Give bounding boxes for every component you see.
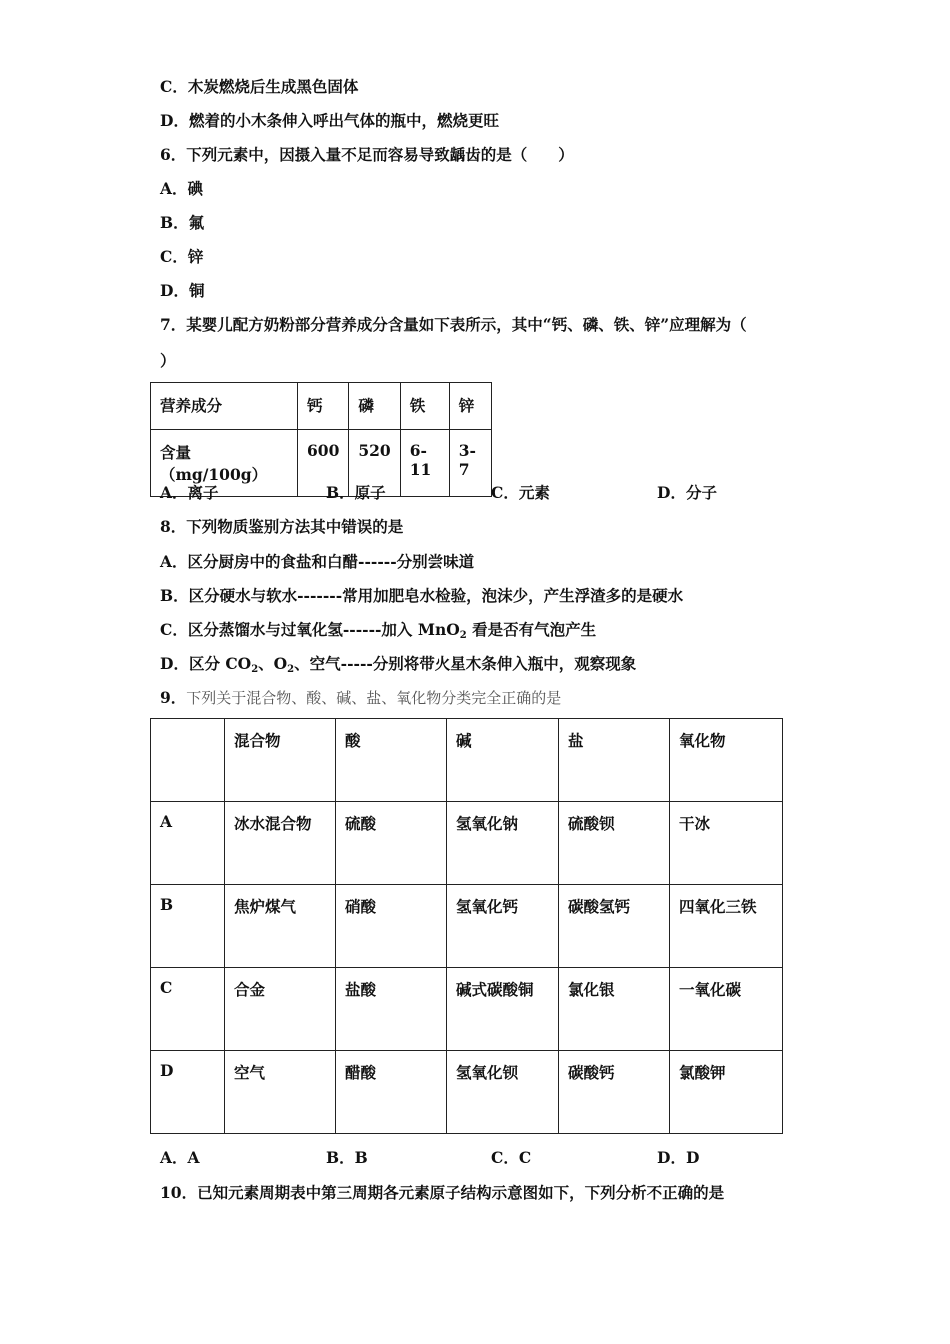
table-cell: 干冰 [670,802,783,885]
table-cell: 盐酸 [336,968,447,1051]
table-cell: 硫酸钡 [559,802,670,885]
q8-option-b: B．区分硬水与软水-------常用加肥皂水检验，泡沫少，产生浮渣多的是硬水 [160,586,684,605]
table-cell: 碱式碳酸铜 [447,968,559,1051]
table-cell: A [151,802,225,885]
q6-option-b: B．氟 [160,213,205,232]
q5-option-d: D．燃着的小木条伸入呼出气体的瓶中，燃烧更旺 [160,111,499,130]
table-cell: 6-11 [400,430,449,497]
classification-table [150,718,783,1134]
table-cell: 氢氧化钙 [447,885,559,968]
table-cell: 520 [349,430,400,497]
q7-stem: 7．某婴儿配方奶粉部分营养成分含量如下表所示，其中“钙、磷、铁、锌”应理解为（ [160,315,747,334]
table-cell: 氢氧化钡 [447,1051,559,1134]
table-row [151,1051,783,1134]
q8-option-c-text-end: 看是否有气泡产生 [466,620,597,639]
q8-stem: 8．下列物质鉴别方法其中错误的是 [160,517,404,536]
q9-stem [160,688,561,708]
q7-option-d: D．分子 [657,483,717,502]
table-cell: 醋酸 [336,1051,447,1134]
table-cell: 营养成分 [151,383,298,430]
q8-option-d [160,654,636,674]
table-cell: 锌 [449,383,491,430]
nutrition-table [150,382,492,497]
table-cell: 氯酸钾 [670,1051,783,1134]
table-cell: 氯化银 [559,968,670,1051]
table-cell: 磷 [349,383,400,430]
table-cell: 空气 [225,1051,336,1134]
table-cell: 碳酸氢钙 [559,885,670,968]
q9-stem-text: 下列关于混合物、酸、碱、盐、氧化物分类完全正确的是 [186,689,562,707]
subscript: 2 [251,664,259,675]
table-cell: 600 [298,430,349,497]
table-cell: 碳酸钙 [559,1051,670,1134]
table-cell: C [151,968,225,1051]
table-cell: 一氧化碳 [670,968,783,1051]
table-cell: 硝酸 [336,885,447,968]
table-cell: 3-7 [449,430,491,497]
subscript: 2 [459,630,467,641]
table-cell: 四氧化三铁 [670,885,783,968]
q7-option-a: A．离子 [160,483,219,502]
table-row [151,885,783,968]
q10-stem: 10．已知元素周期表中第三周期各元素原子结构示意图如下，下列分析不正确的是 [160,1183,725,1202]
table-cell: 氢氧化钠 [447,802,559,885]
table-cell: 碱 [447,719,559,802]
q8-option-c-text: C．区分蒸馏水与过氧化氢------加入 MnO [160,620,460,639]
table-cell: 铁 [400,383,449,430]
table-cell: 盐 [559,719,670,802]
table-cell: 氧化物 [670,719,783,802]
subscript: 2 [287,664,295,675]
table-cell: D [151,1051,225,1134]
q8-option-a: A．区分厨房中的食盐和白醋------分别尝味道 [160,552,475,571]
table-row [151,968,783,1051]
table-cell: B [151,885,225,968]
table-cell: 混合物 [225,719,336,802]
q7-option-c: C．元素 [491,483,550,502]
q6-stem: 6．下列元素中，因摄入量不足而容易导致龋齿的是（ ） [160,145,574,164]
table-cell: 含量（mg/100g） [151,430,298,497]
q8-option-d-text-end: 、空气-----分别将带火星木条伸入瓶中，观察现象 [294,654,637,673]
q6-option-c: C．锌 [160,247,204,266]
q5-option-c: C．木炭燃烧后生成黑色固体 [160,77,359,96]
q9-option-d: D．D [657,1148,700,1167]
q8-option-d-text: D．区分 CO [160,654,252,673]
q9-option-c: C．C [491,1148,532,1167]
table-cell [151,719,225,802]
q7-option-b: B．原子 [326,483,386,502]
table-row [151,802,783,885]
q9-option-a: A．A [160,1148,200,1167]
table-cell: 酸 [336,719,447,802]
table-row [151,383,492,430]
table-cell: 钙 [298,383,349,430]
q8-option-d-text-mid: 、O [258,654,288,673]
q7-stem-cont: ） [160,351,176,370]
q6-option-a: A．碘 [160,179,204,198]
q8-option-c [160,620,596,640]
table-cell: 冰水混合物 [225,802,336,885]
q6-option-d: D．铜 [160,281,205,300]
table-cell: 合金 [225,968,336,1051]
table-cell: 硫酸 [336,802,447,885]
table-cell: 焦炉煤气 [225,885,336,968]
q9-number: 9． [160,688,187,707]
table-row [151,719,783,802]
q9-option-b: B．B [326,1148,368,1167]
